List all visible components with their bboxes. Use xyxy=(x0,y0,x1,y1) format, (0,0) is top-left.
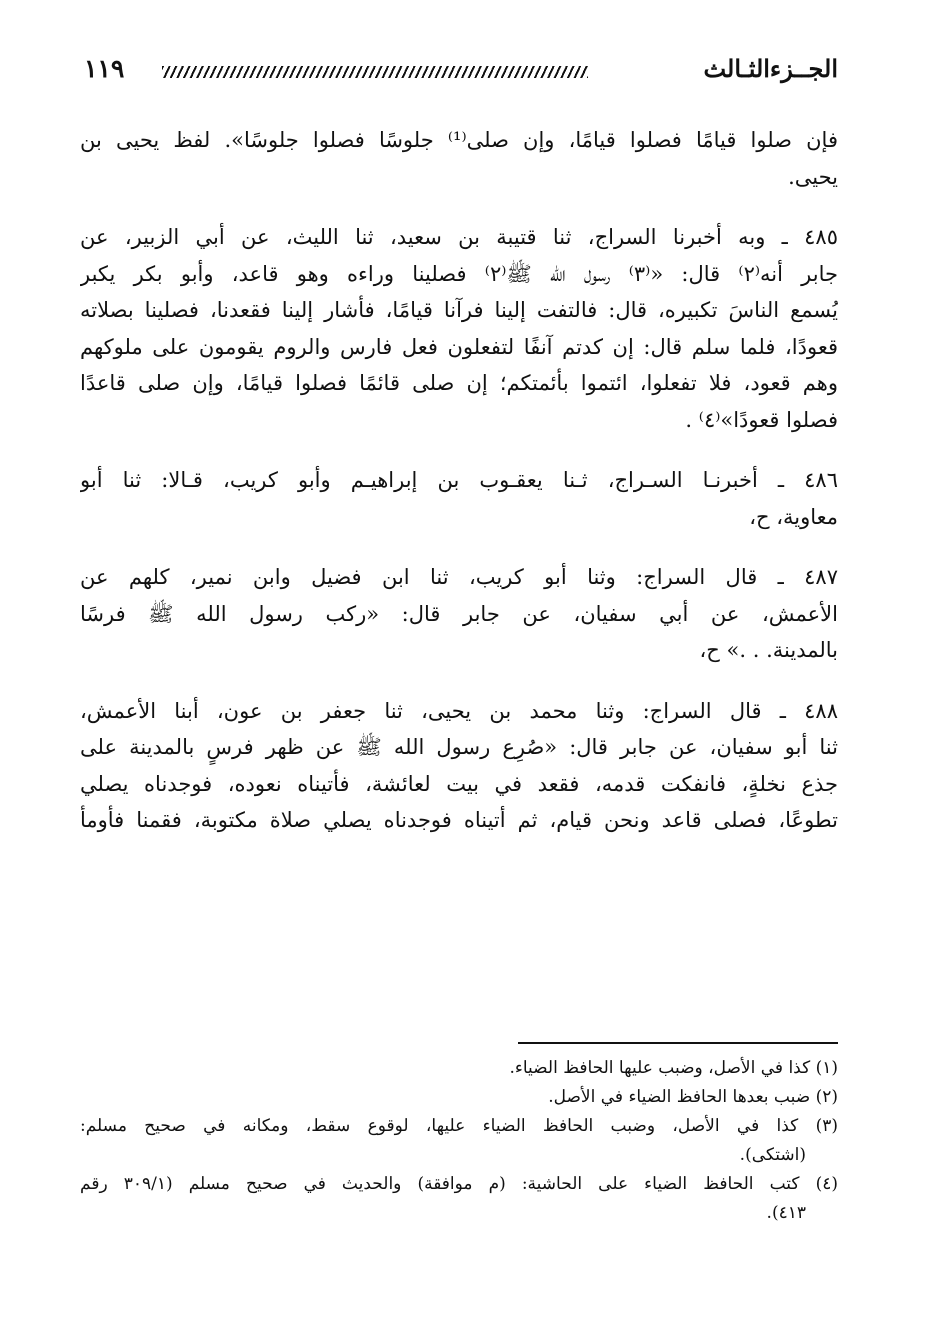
text-line: ٤٨٥ ـ وبه أخبرنا السراج، ثنا قتيبة بن سعيد، ثنا الليث، عن أبي الزبير، عن xyxy=(80,225,838,249)
text-line: يُسمع الناسَ تكبيره، قال: فالتفت إلينا فرآنا قيامًا، فأشار إلينا فقعدنا، فصلينا بصلاته xyxy=(80,298,838,322)
text-line: فصلوا قعودًا»⁽٤⁾ . xyxy=(685,407,838,432)
text-line: ٤٨٨ ـ قال السراج: وثنا محمد بن يحيى، ثنا جعفر بن عون، أبنا الأعمش، xyxy=(80,698,838,723)
text-line: قعودًا، فلما سلم قال: إن كدتم آنفًا لتفعلون فعل فارس والروم يقومون على ملوكهم xyxy=(80,334,838,359)
text-line: ٤٨٦ ـ أخبرنـا السـراج، ثـنا يعقـوب بن إبراهيـم وأبو كريب، قـالا: ثنا أبو xyxy=(80,468,838,492)
text-line: فإن صلوا قيامًا فصلوا قيامًا، وإن صلى⁽¹⁾ جلوسًا فصلوا جلوسًا». لفظ يحيى بن xyxy=(80,128,838,152)
text-line: بالمدينة. . .» ح، xyxy=(699,638,838,662)
text-line: جذع نخلةٍ، فانفكت قدمه، فقعد في بيت لعائشة، فأتيناه نعوده، فوجدناه يصلي xyxy=(80,771,838,796)
footnote-continuation: ٤١٣). xyxy=(766,1203,806,1223)
text-line: وهم قعود، فلا تفعلوا، ائتموا بأئمتكم؛ إن صلى قائمًا فصلوا قيامًا، وإن صلى قاعدًا xyxy=(80,371,838,395)
page-header xyxy=(80,52,838,92)
text-line: الأعمش، عن أبي سفيان، عن جابر قال: «ركب رسول الله ﷺ فرسًا xyxy=(80,601,838,626)
running-title: الجــزءالثـالث xyxy=(703,54,838,83)
text-line: معاوية، ح، xyxy=(749,504,838,529)
footnote: (٢) ضبب بعدها الحافظ الضياء في الأصل. xyxy=(548,1087,838,1107)
header-decorative-rule xyxy=(162,66,588,78)
footnotes xyxy=(80,1042,838,1228)
text-line: تطوعًا، فصلى قاعد ونحن قيام، ثم أتيناه فوجدناه يصلي صلاة مكتوبة، فقمنا فأومأ xyxy=(80,808,838,832)
footnote-continuation: (اشتكى). xyxy=(739,1145,806,1165)
text-line: ٤٨٧ ـ قال السراج: وثنا أبو كريب، ثنا ابن فضيل وابن نمير، كلهم عن xyxy=(80,565,838,589)
paragraph-gap xyxy=(80,669,838,693)
paragraph-gap xyxy=(80,535,838,559)
footnote: (٤) كتب الحافظ الضياء على الحاشية: (م موافقة) والحديث في صحيح مسلم (٣٠٩/١ رقم xyxy=(80,1174,838,1194)
text-line: ثنا أبو سفيان، عن جابر قال: «صُرِع رسول الله ﷺ عن ظهر فرسٍ بالمدينة على xyxy=(80,735,838,759)
paragraph-gap xyxy=(80,438,838,462)
paragraph-gap xyxy=(80,195,838,219)
book-page xyxy=(80,52,838,1322)
footnote: (١) كذا في الأصل، وضبب عليها الحافظ الضياء. xyxy=(509,1058,838,1078)
page-number: ١١٩ xyxy=(84,54,125,83)
text-line: جابر أنه⁽٢⁾ قال: «⁽٣⁾ رسول الله ﷺ⁽٢⁾ فصلينا وراءه وهو قاعد، وأبو بكر يكبر xyxy=(80,261,838,286)
footnote: (٣) كذا في الأصل، وضبب الحافظ الضياء عليها، لوقوع سقط، ومكانه في صحيح مسلم: xyxy=(80,1116,838,1136)
footnote-separator xyxy=(518,1042,838,1044)
main-text xyxy=(80,122,838,839)
text-line: يحيى. xyxy=(788,164,838,189)
